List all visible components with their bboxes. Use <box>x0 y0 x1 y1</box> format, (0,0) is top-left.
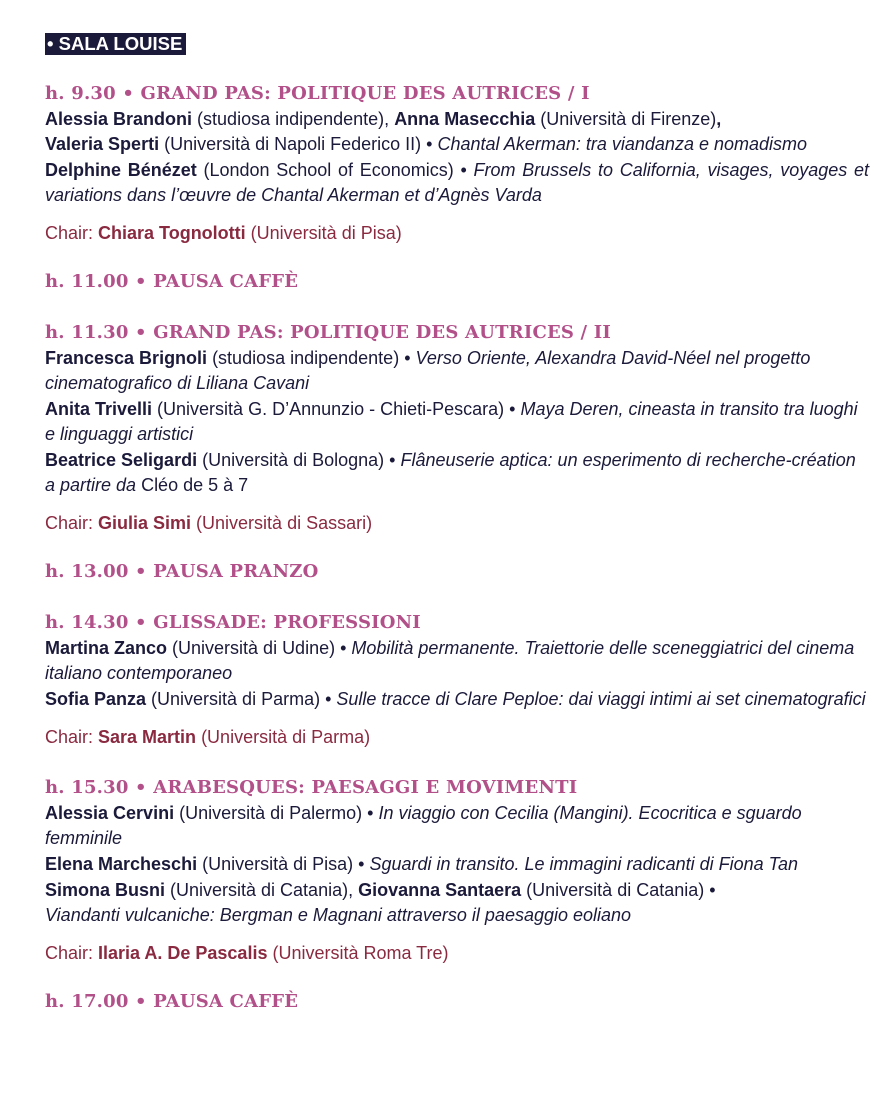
speaker-affiliation: (Università di Parma) • <box>146 689 337 709</box>
chair-name: Giulia Simi <box>98 513 192 533</box>
speaker-affiliation: (Università di Pisa) • <box>197 854 370 874</box>
program-page <box>45 33 869 1014</box>
session-chair <box>45 221 869 245</box>
talk-item <box>45 687 869 712</box>
speaker-name: Martina Zanco <box>45 638 168 658</box>
chair-name: Chiara Tognolotti <box>98 223 246 243</box>
speaker-name: Anna Masecchia <box>394 109 536 129</box>
session-chair <box>45 941 869 965</box>
talk-item <box>45 397 869 447</box>
film-title: Cléo de 5 à 7 <box>136 475 249 495</box>
talk-title: In viaggio con Cecilia (Mangini). Ecocritica e sguardo femminile <box>45 803 802 848</box>
session-chair <box>45 511 869 535</box>
talk-item <box>45 636 869 686</box>
speaker-affiliation: (Università di Catania) • <box>521 880 716 900</box>
speaker-name: Francesca Brignoli <box>45 348 208 368</box>
chair-affiliation: (Università di Pisa) <box>245 223 402 243</box>
speaker-name: Sofia Panza <box>45 689 147 709</box>
session-3 <box>45 611 869 749</box>
speaker-affiliation: (Università di Udine) • <box>167 638 352 658</box>
speaker-affiliation: (Università di Firenze) <box>535 109 717 129</box>
speaker-affiliation: (Università di Bologna) • <box>197 450 401 470</box>
chair-label: Chair: <box>45 727 99 747</box>
speaker-affiliation: (studiosa indipendente), <box>192 109 395 129</box>
speaker-affiliation: (Università di Napoli Federico II) • <box>159 134 438 154</box>
break-lunch: h. 13.00 • PAUSA PRANZO <box>45 561 319 582</box>
session-heading: h. 11.30 • GRAND PAS: POLITIQUE DES AUTRICES / II <box>45 322 612 343</box>
speaker-name: Alessia Cervini <box>45 803 175 823</box>
talk-title: Maya Deren, cineasta in transito tra luoghi e linguaggi artistici <box>45 399 858 444</box>
speaker-affiliation: (Università di Palermo) • <box>174 803 379 823</box>
talk-title: Viandanti vulcaniche: Bergman e Magnani attraverso il paesaggio eoliano <box>45 905 632 925</box>
chair-label: Chair: <box>45 513 99 533</box>
chair-affiliation: (Università Roma Tre) <box>267 943 449 963</box>
chair-label: Chair: <box>45 223 99 243</box>
speaker-affiliation: (London School of Economics) • <box>196 160 474 180</box>
speaker-name: Elena Marcheschi <box>45 854 198 874</box>
talk-item <box>45 107 869 157</box>
chair-name: Ilaria A. De Pascalis <box>98 943 268 963</box>
speaker-name: Giovanna Santaera <box>358 880 522 900</box>
talk-title: Chantal Akerman: tra viandanza e nomadismo <box>437 134 808 154</box>
talk-item <box>45 158 869 208</box>
talk-title: Flâneuserie aptica: un esperimento di recherche-création a partire da <box>45 450 856 495</box>
speaker-name: Valeria Sperti <box>45 134 160 154</box>
talk-item <box>45 852 869 877</box>
speaker-affiliation: (Università G. D’Annunzio - Chieti-Pescara) • <box>152 399 521 419</box>
session-2 <box>45 321 869 535</box>
separator-comma: , <box>716 109 722 129</box>
talk-title: From Brussels to California, visages, voyages et variations dans l’œuvre de Chantal Akerman et d’Agnès Varda <box>45 160 869 205</box>
chair-affiliation: (Università di Parma) <box>196 727 371 747</box>
talk-item <box>45 878 869 928</box>
session-1 <box>45 82 869 245</box>
session-4 <box>45 776 869 965</box>
session-heading: h. 9.30 • GRAND PAS: POLITIQUE DES AUTRICES / I <box>45 83 590 104</box>
talk-title: Sguardi in transito. Le immagini radicanti di Fiona Tan <box>369 854 799 874</box>
speaker-name: Delphine Bénézet <box>45 160 197 180</box>
talk-title: Verso Oriente, Alexandra David-Néel nel progetto cinematografico di Liliana Cavani <box>45 348 811 393</box>
break-coffee: h. 17.00 • PAUSA CAFFÈ <box>45 991 299 1012</box>
talk-item <box>45 801 869 851</box>
chair-name: Sara Martin <box>98 727 197 747</box>
speaker-name: Alessia Brandoni <box>45 109 193 129</box>
break-coffee: h. 11.00 • PAUSA CAFFÈ <box>45 271 299 292</box>
speaker-affiliation: (Università di Catania), <box>165 880 359 900</box>
speaker-name: Anita Trivelli <box>45 399 153 419</box>
talk-title: Mobilità permanente. Traiettorie delle sceneggiatrici del cinema italiano contemporaneo <box>45 638 855 683</box>
session-heading: h. 15.30 • ARABESQUES: PAESAGGI E MOVIMENTI <box>45 777 578 798</box>
talk-item <box>45 448 869 498</box>
speaker-name: Simona Busni <box>45 880 166 900</box>
speaker-affiliation: (studiosa indipendente) • <box>207 348 416 368</box>
speaker-name: Beatrice Seligardi <box>45 450 198 470</box>
chair-affiliation: (Università di Sassari) <box>191 513 373 533</box>
session-heading: h. 14.30 • GLISSADE: PROFESSIONI <box>45 612 421 633</box>
room-label: • SALA LOUISE <box>45 33 186 55</box>
chair-label: Chair: <box>45 943 99 963</box>
talk-title: Sulle tracce di Clare Peploe: dai viaggi intimi ai set cinematografici <box>336 689 866 709</box>
talk-item <box>45 346 869 396</box>
session-chair <box>45 725 869 749</box>
